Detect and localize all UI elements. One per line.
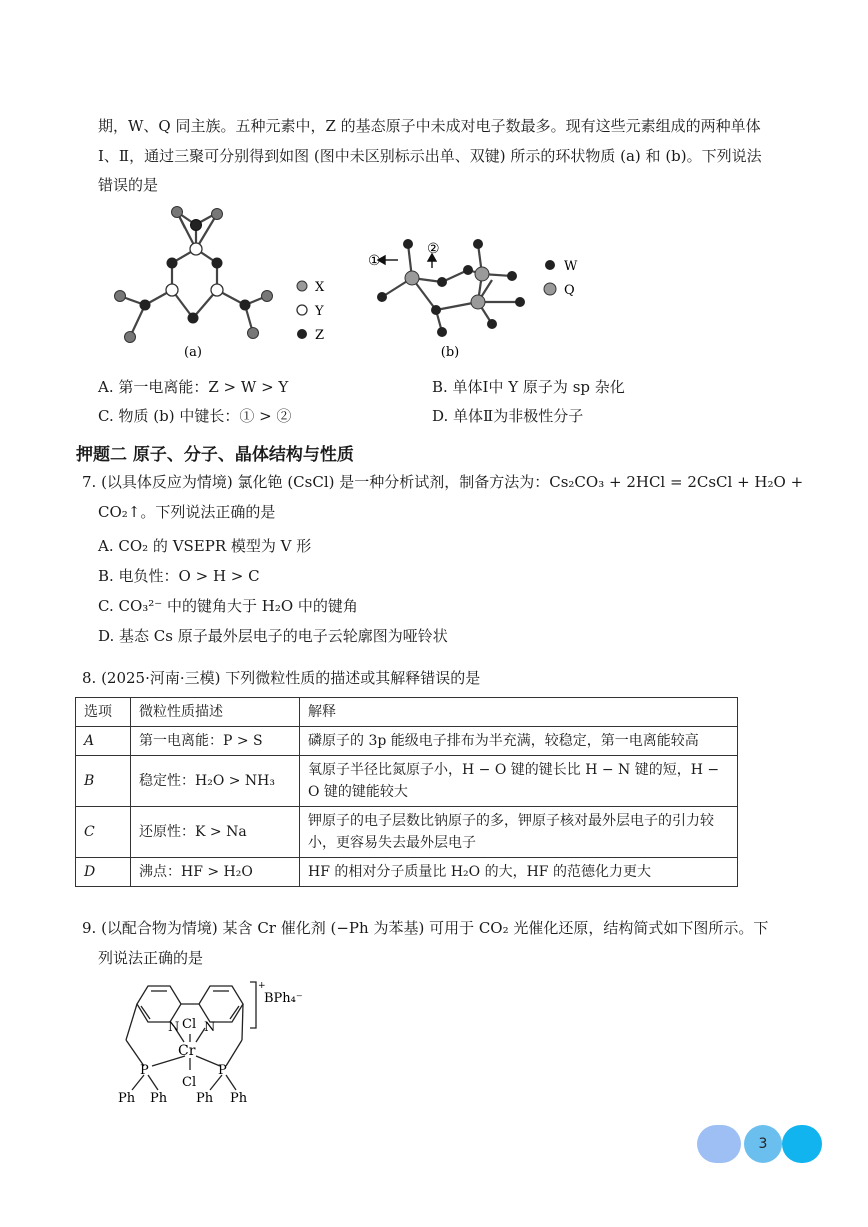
atom-n-right: N — [204, 1020, 216, 1035]
atom-p-left: P — [140, 1063, 149, 1078]
table-row — [76, 807, 738, 858]
page-number: 3 — [744, 1125, 782, 1163]
table-header: 微粒性质描述 — [131, 698, 300, 727]
page-deco-left — [697, 1125, 741, 1163]
q7-option-a: A. CO₂ 的 VSEPR 模型为 V 形 — [98, 537, 312, 555]
q7-option-d: D. 基态 Cs 原子最外层电子的电子云轮廓图为哑铃状 — [98, 627, 448, 645]
table-cell: C — [76, 807, 131, 858]
q7-stem-line2: CO₂↑。下列说法正确的是 — [98, 503, 276, 521]
ph-group: Ph — [230, 1091, 248, 1106]
legend-b-w: W — [564, 259, 578, 274]
ph-group: Ph — [150, 1091, 168, 1106]
table-row — [76, 858, 738, 887]
legend-a-z: Z — [315, 328, 325, 343]
table-row — [76, 756, 738, 807]
table-cell: 第一电离能：P > S — [131, 727, 300, 756]
table-header: 解释 — [300, 698, 738, 727]
q7-option-c: C. CO₃²⁻ 中的键角大于 H₂O 中的键角 — [98, 597, 358, 615]
table-cell: 沸点：HF > H₂O — [131, 858, 300, 887]
legend-a-x: X — [315, 280, 325, 295]
table-cell: B — [76, 756, 131, 807]
marker-2: ② — [427, 241, 440, 257]
cr-complex-structure — [110, 978, 330, 1108]
q6-stem-line1: 期，W、Q 同主族。五种元素中，Z 的基态原子中未成对电子数最多。现有这些元素组成的两种单体 — [98, 117, 761, 135]
atom-cr: Cr — [178, 1043, 196, 1059]
counter-anion: BPh₄⁻ — [264, 991, 303, 1006]
atom-n-left: N — [168, 1020, 180, 1035]
charge-plus: + — [258, 981, 266, 991]
q6-option-a: A. 第一电离能：Z > W > Y — [98, 378, 289, 396]
table-row — [76, 727, 738, 756]
table-header: 选项 — [76, 698, 131, 727]
section-title: 押题二 原子、分子、晶体结构与性质 — [76, 445, 354, 465]
q7-stem-line1: 7. (以具体反应为情境) 氯化铯 (CsCl) 是一种分析试剂，制备方法为：Cs₂CO₃ + 2HCl = 2CsCl + H₂O + — [82, 473, 804, 491]
q6-option-d: D. 单体Ⅱ为非极性分子 — [432, 407, 584, 425]
figure-a-label: (a) — [184, 345, 202, 360]
q8-stem: 8. (2025·河南·三模) 下列微粒性质的描述或其解释错误的是 — [82, 669, 481, 687]
legend-a-y: Y — [315, 304, 324, 319]
page-deco-right — [782, 1125, 822, 1163]
marker-1: ① — [368, 253, 381, 269]
table-cell: 钾原子的电子层数比钠原子的多，钾原子核对最外层电子的引力较小，更容易失去最外层电子 — [300, 807, 738, 858]
table-cell: 稳定性：H₂O > NH₃ — [131, 756, 300, 807]
atom-cl-bottom: Cl — [182, 1075, 197, 1090]
table-cell: 氧原子半径比氮原子小，H − O 键的键长比 H − N 键的短，H − O 键的键能较大 — [300, 756, 738, 807]
legend-b-q: Q — [564, 283, 575, 298]
q9-stem-line2: 列说法正确的是 — [98, 949, 204, 967]
figure-b — [360, 232, 600, 367]
q6-stem-line2: Ⅰ、Ⅱ，通过三聚可分别得到如图 (图中未区别标示出单、双键) 所示的环状物质 (a) 和 (b)。下列说法 — [98, 147, 762, 165]
table-cell: HF 的相对分子质量比 H₂O 的大，HF 的范德化力更大 — [300, 858, 738, 887]
ph-group: Ph — [118, 1091, 136, 1106]
figure-a — [105, 200, 345, 365]
q9-stem-line1: 9. (以配合物为情境) 某含 Cr 催化剂 (−Ph 为苯基) 可用于 CO₂ 光催化还原，结构简式如下图所示。下 — [82, 919, 769, 937]
q6-stem-line3: 错误的是 — [98, 176, 159, 194]
table-header-row — [76, 698, 738, 727]
figure-b-label: (b) — [440, 345, 460, 360]
q8-table — [75, 697, 738, 887]
q7-option-b: B. 电负性：O > H > C — [98, 567, 260, 585]
q6-option-c: C. 物质 (b) 中键长：① > ② — [98, 407, 292, 425]
atom-cl-top: Cl — [182, 1017, 197, 1032]
q6-option-b: B. 单体Ⅰ中 Y 原子为 sp 杂化 — [432, 378, 625, 396]
atom-p-right: P — [218, 1063, 227, 1078]
table-cell: A — [76, 727, 131, 756]
table-cell: D — [76, 858, 131, 887]
table-cell: 还原性：K > Na — [131, 807, 300, 858]
table-cell: 磷原子的 3p 能级电子排布为半充满，较稳定，第一电离能较高 — [300, 727, 738, 756]
ph-group: Ph — [196, 1091, 214, 1106]
